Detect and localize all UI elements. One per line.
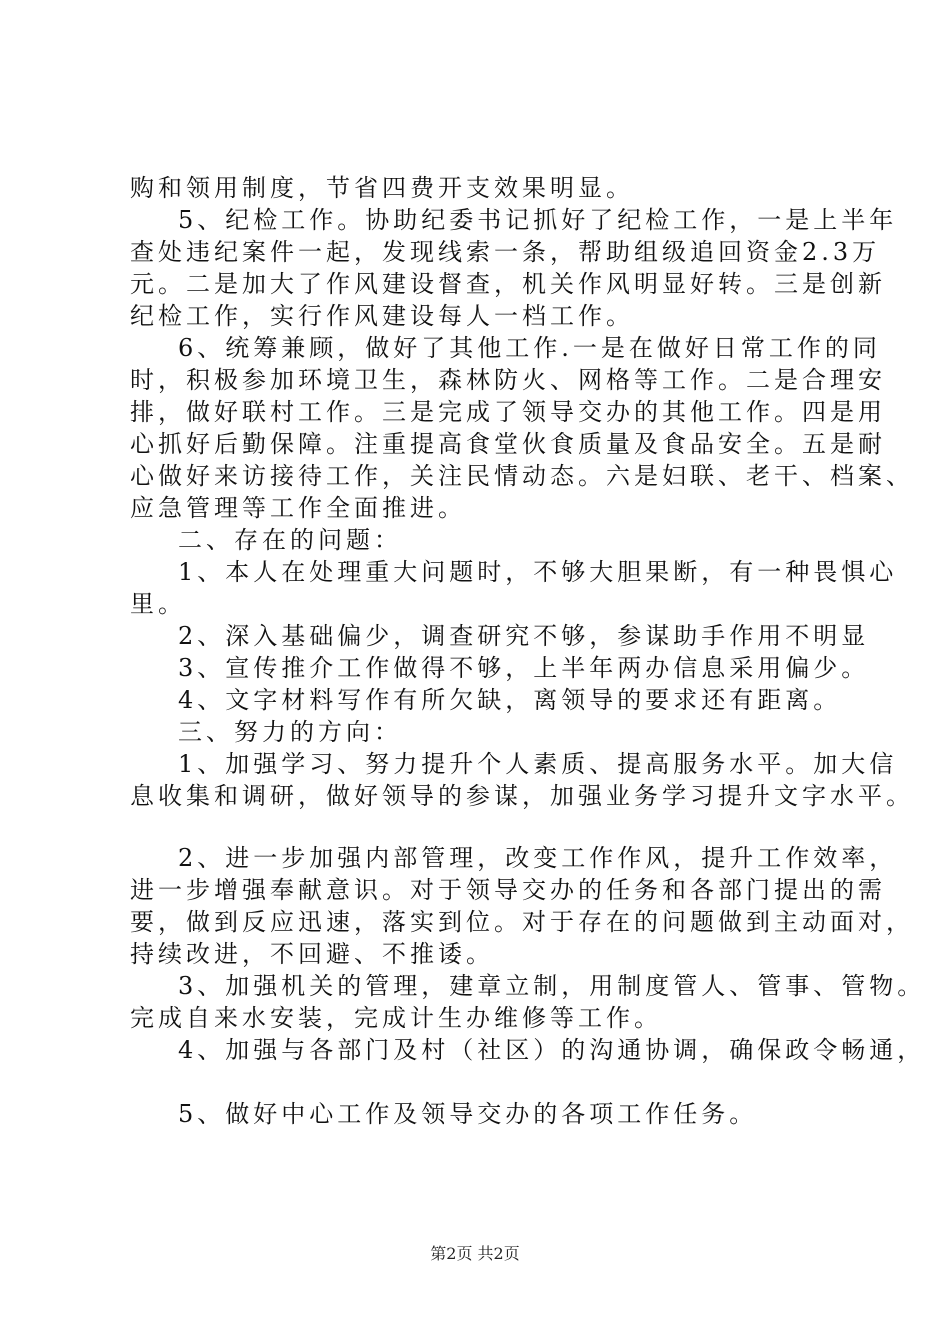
text-line: 心做好来访接待工作，关注民情动态。六是妇联、老干、档案、 (130, 462, 914, 490)
text-line: 完成自来水安装，完成计生办维修等工作。 (130, 1004, 662, 1032)
text-line: 息收集和调研，做好领导的参谋，加强业务学习提升文字水平。 (130, 782, 914, 810)
text-line: 应急管理等工作全面推进。 (130, 494, 466, 522)
text-line: 4、文字材料写作有所欠缺，离领导的要求还有距离。 (178, 686, 842, 714)
text-line: 5、纪检工作。协助纪委书记抓好了纪检工作，一是上半年 (178, 206, 898, 234)
text-line: 进一步增强奉献意识。对于领导交办的任务和各部门提出的需 (130, 876, 886, 904)
text-line: 持续改进，不回避、不推诿。 (130, 940, 494, 968)
text-line: 查处违纪案件一起，发现线索一条，帮助组级追回资金2.3万 (130, 238, 881, 266)
text-line: 6、统筹兼顾，做好了其他工作.一是在做好日常工作的同 (178, 334, 881, 362)
text-line: 2、进一步加强内部管理，改变工作作风，提升工作效率， (178, 844, 898, 872)
text-line: 心抓好后勤保障。注重提高食堂伙食质量及食品安全。五是耐 (130, 430, 886, 458)
page-footer: 第2页 共2页 (430, 1244, 520, 1263)
text-line: 1、加强学习、努力提升个人素质、提高服务水平。加大信 (178, 750, 898, 778)
text-line: 购和领用制度，节省四费开支效果明显。 (130, 174, 634, 202)
text-line: 3、宣传推介工作做得不够，上半年两办信息采用偏少。 (178, 654, 870, 682)
section-heading: 二、存在的问题： (178, 526, 402, 554)
text-line: 2、深入基础偏少，调查研究不够，参谋助手作用不明显 (178, 622, 870, 650)
section-heading: 三、努力的方向： (178, 718, 402, 746)
text-line: 纪检工作，实行作风建设每人一档工作。 (130, 302, 634, 330)
text-line: 要，做到反应迅速，落实到位。对于存在的问题做到主动面对， (130, 908, 914, 936)
text-line: 4、加强与各部门及村（社区）的沟通协调，确保政令畅通， (178, 1036, 926, 1064)
text-line: 3、加强机关的管理，建章立制，用制度管人、管事、管物。 (178, 972, 926, 1000)
text-line: 5、做好中心工作及领导交办的各项工作任务。 (178, 1100, 758, 1128)
text-line: 1、本人在处理重大问题时，不够大胆果断，有一种畏惧心 (178, 558, 898, 586)
text-line: 元。二是加大了作风建设督查，机关作风明显好转。三是创新 (130, 270, 886, 298)
text-line: 时，积极参加环境卫生，森林防火、网格等工作。二是合理安 (130, 366, 886, 394)
text-line: 排，做好联村工作。三是完成了领导交办的其他工作。四是用 (130, 398, 886, 426)
text-line: 里。 (130, 590, 186, 618)
